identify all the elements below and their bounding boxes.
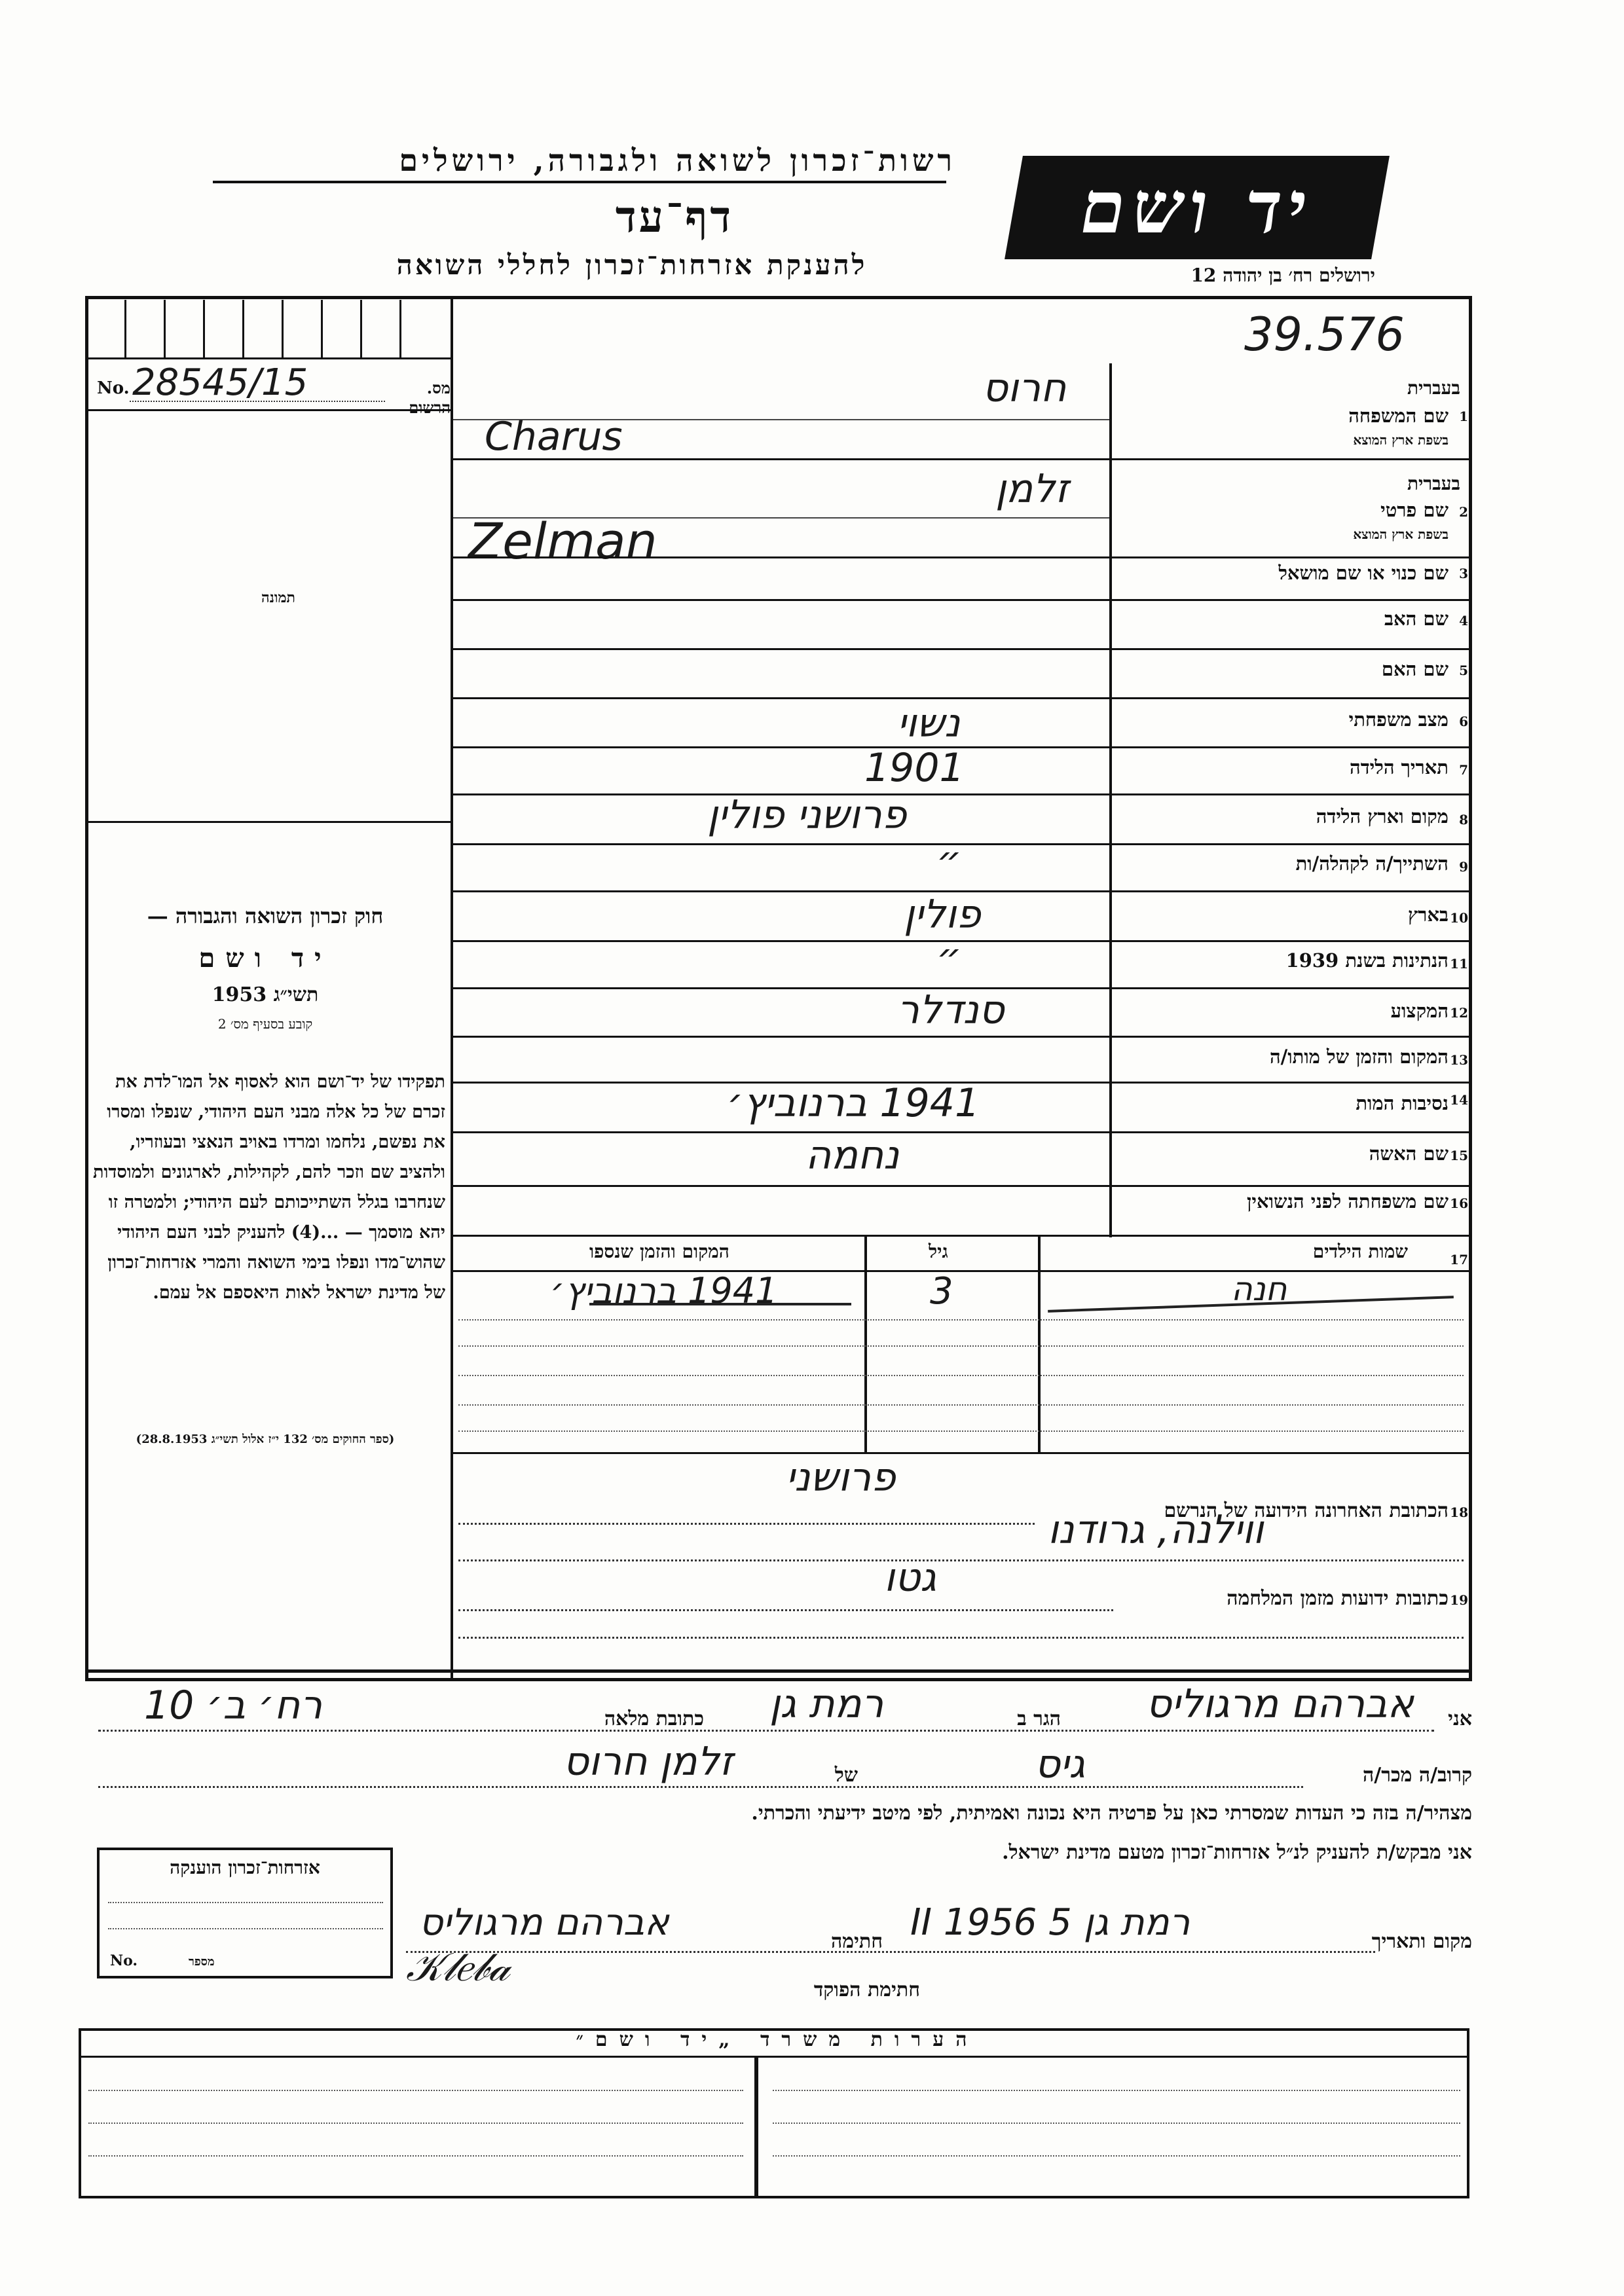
law-name: יד ושם — [198, 943, 332, 974]
place-date-value: רמת גן 5 II 1956 — [910, 1901, 1190, 1944]
dotted-line — [458, 1609, 1113, 1611]
dotted-line — [458, 1404, 1464, 1406]
community-value: ״ — [936, 838, 962, 884]
children-col-names: שמות הילדים — [1312, 1241, 1408, 1262]
registration-label: מס. הרשום — [409, 378, 451, 417]
registration-prefix: No. — [97, 378, 130, 398]
birth-place-value: פרושני פולין — [707, 792, 907, 838]
yad-vashem-logo — [1005, 156, 1390, 259]
dotted-line — [458, 1375, 1464, 1376]
children-divider — [864, 1236, 867, 1452]
field-number: 14 — [1450, 1092, 1468, 1108]
dotted-line — [108, 1928, 383, 1929]
place-date-label: מקום ותאריך — [1371, 1930, 1472, 1953]
field-number: 12 — [1450, 1005, 1468, 1021]
wartime-address-value: גטו — [884, 1555, 936, 1601]
field-number: 11 — [1450, 956, 1468, 972]
dotted-line — [88, 2123, 743, 2124]
row-line — [453, 1036, 1472, 1038]
law-title: חוק זכרון השואה והגבורה — — [147, 903, 384, 928]
form-title: דף־עד — [615, 191, 734, 242]
field-label-alias: שם כנוי או שם מושאל — [1278, 562, 1449, 584]
strikethrough — [589, 1303, 851, 1305]
logo-text: יד ושם — [1073, 165, 1321, 249]
photo-top-rule — [85, 409, 451, 411]
field-label-death-place: המקום והזמן של מותו/ה — [1269, 1046, 1449, 1068]
last-address-value-2: ווילנה, גרודנו — [1048, 1507, 1264, 1553]
code-box — [399, 300, 401, 357]
row-line — [453, 1452, 1472, 1454]
field-number: 5 — [1459, 663, 1468, 678]
field-label-father: שם האב — [1384, 608, 1449, 630]
declarant-prefix: אני — [1448, 1707, 1472, 1730]
birth-date-value: 1901 — [864, 745, 965, 791]
first-name-origin: Zelman — [468, 512, 657, 570]
hebrew-sublabel: בעברית — [1407, 377, 1460, 399]
registration-underline — [130, 401, 385, 402]
field-label-community: השתייך/ה לקהלה/ות — [1295, 852, 1449, 875]
dotted-line — [773, 2155, 1460, 2157]
field-number: 9 — [1459, 859, 1468, 875]
children-divider — [1038, 1236, 1041, 1452]
dotted-line — [98, 1730, 1434, 1732]
relation-value: גיס — [1035, 1741, 1086, 1787]
law-reference: (ספר החוקים מס׳ 132 י״ז אלול תשי״ג 28.8.1953) — [136, 1432, 395, 1446]
boxes-rule — [85, 357, 451, 359]
registration-number: 28545/15 — [132, 361, 308, 404]
dotted-line — [458, 1319, 1464, 1321]
field-label-first-name: שם פרטי — [1380, 499, 1449, 521]
field-label-birth-date: תאריך הלידה — [1350, 756, 1449, 778]
declarant-signature: אברהם מרגוליס — [419, 1901, 669, 1944]
field-number: 1 — [1459, 409, 1468, 424]
row-line — [453, 793, 1472, 795]
dotted-line — [98, 1786, 1303, 1788]
full-address-label: כתובת מלאה — [604, 1707, 704, 1730]
dotted-line — [458, 1345, 1464, 1347]
row-line — [453, 556, 1472, 558]
row-line — [453, 1185, 1472, 1187]
law-body: תפקידו של יד־ושם הוא לאסוף אל המו־לדת את זכרם של כל אלה מבני העם היהודי, שנפלו ומסרו את נפשם, נלחמו ומרדו באויב הנאצי ובעוזריו, ולהציב שם וזכר להם, לקהילות, לארגונים ולמוסדות שנחרבו בגלל השתייכותם לעם היהודי; ולמטרה זו יהא מוסמך — ...(4) להעניק לבני העם היהודי שהוש־מדו ונפלו בימי השואה והמרי אזרחות־זכרון של מדינת ישראל לאות היאספם אל עמם. — [93, 1072, 445, 1303]
field-number: 19 — [1450, 1592, 1468, 1608]
field-number: 18 — [1450, 1504, 1468, 1520]
code-box — [203, 300, 205, 357]
field-number: 17 — [1450, 1252, 1468, 1267]
organization-title: רשות־זכרון לשואה ולגבורה, ירושלים — [399, 143, 956, 178]
dotted-line — [773, 2090, 1460, 2091]
child-age: 3 — [930, 1270, 953, 1313]
origin-sublabel: בשפת ארץ המוצא — [1353, 526, 1449, 542]
surname-hebrew: חרוס — [982, 365, 1067, 411]
field-number: 4 — [1459, 613, 1468, 629]
field-label-death-circumstances: נסיבות המות — [1356, 1092, 1449, 1114]
field-number: 10 — [1450, 910, 1468, 926]
section-rule — [85, 1669, 1472, 1673]
dotted-line — [458, 1523, 1035, 1525]
marital-status-value: נשוי — [897, 701, 961, 746]
hebrew-sublabel: בעברית — [1407, 473, 1460, 494]
remarks-divider — [754, 2056, 758, 2198]
official-signature-label: חתימת הפוקד — [813, 1978, 920, 2001]
field-label-profession: המקצוע — [1390, 1000, 1449, 1022]
dotted-line — [108, 1902, 383, 1903]
field-number: 2 — [1459, 504, 1468, 520]
declaration-statement: מצהיר/ה בזה כי העדות שמסרתי כאן על פרטיה היא נכונה ואמיתית, לפי מיטב ידיעתי והכרתי. — [751, 1802, 1472, 1825]
child-death-place: 1941 ברנוביץ׳ — [550, 1270, 778, 1311]
certificate-title: אזרחות־זכרון הוענקה — [170, 1857, 320, 1878]
victim-name: זלמן חרוס — [563, 1739, 733, 1785]
declarant-name: אברהם מרגוליס — [1146, 1681, 1414, 1727]
remarks-title: הערות משרד „יד ושם״ — [576, 2028, 979, 2051]
declarant-city: רמת גן — [769, 1681, 884, 1727]
row-line — [453, 599, 1472, 601]
field-label-birth-place: מקום וארץ הלידה — [1316, 805, 1449, 828]
remarks-rule — [79, 2056, 1469, 2058]
row-line — [453, 1235, 1472, 1237]
field-label-wife-name: שם האשה — [1369, 1142, 1449, 1165]
law-section: קובע בסעיף מס׳ 2 — [217, 1016, 313, 1032]
row-line — [453, 648, 1472, 650]
children-col-place: המקום והזמן שנספו — [589, 1241, 729, 1262]
field-number: 3 — [1459, 566, 1468, 581]
code-box — [321, 300, 323, 357]
children-col-age: גיל — [929, 1241, 948, 1262]
form-subtitle: להענקת אזרחות־זכרון לחללי השואה — [396, 249, 868, 281]
declarant-address: רח׳ ב׳ 10 — [144, 1683, 323, 1728]
code-box — [242, 300, 244, 357]
remarks-frame — [79, 2028, 1469, 2198]
last-address-label: הכתובת האחרונה הידועה של הנרשם — [1164, 1499, 1449, 1522]
dotted-line — [88, 2090, 743, 2091]
title-underline — [213, 181, 946, 183]
last-address-value: פרושני — [786, 1455, 896, 1501]
field-number: 13 — [1450, 1052, 1468, 1068]
law-year: תשי״ג 1953 — [212, 983, 319, 1006]
dotted-line — [458, 1637, 1464, 1639]
dotted-line — [773, 2123, 1460, 2124]
certificate-no-hebrew: מספר — [189, 1955, 215, 1969]
dotted-line — [406, 1951, 1375, 1953]
child-name: חנה — [1231, 1270, 1287, 1308]
label-divider — [1109, 363, 1112, 1237]
field-label-marital-status: מצב משפחתי — [1348, 708, 1449, 731]
relation-prefix: קרוב/ה מכר/ה — [1363, 1764, 1472, 1787]
code-box — [282, 300, 284, 357]
field-number: 15 — [1450, 1148, 1468, 1163]
wartime-address-label: כתובות ידועות מזמן המלחמה — [1227, 1587, 1449, 1610]
death-circumstances-value: 1941 ברנוביץ׳ — [727, 1080, 980, 1126]
photo-label: תמונה — [261, 589, 295, 606]
field-label-mother: שם האם — [1381, 658, 1449, 680]
field-label-citizenship: הנתינות בשנת 1939 — [1285, 949, 1449, 972]
citizenship-value: ״ — [936, 935, 962, 981]
row-line — [453, 843, 1472, 845]
photo-bottom-rule — [85, 821, 451, 823]
row-line — [453, 458, 1472, 460]
file-number: 39.576 — [1244, 308, 1405, 361]
dotted-line — [458, 1430, 1464, 1432]
row-line — [453, 1131, 1472, 1133]
wife-name-value: נחמה — [805, 1133, 900, 1178]
residing-label: הגר ב — [1017, 1707, 1061, 1730]
field-number: 8 — [1459, 812, 1468, 828]
signature-label: חתימה — [831, 1930, 883, 1953]
origin-sublabel: בשפת ארץ המוצא — [1353, 432, 1449, 448]
official-signature: 𝒦𝓁𝑒𝒷𝒶 — [406, 1944, 510, 1990]
row-line — [453, 697, 1472, 699]
field-number: 7 — [1459, 762, 1468, 778]
code-box — [164, 300, 166, 357]
field-label-wife-maiden-name: שם משפחתה לפני הנשואין — [1247, 1190, 1449, 1212]
dotted-line — [458, 1559, 1464, 1561]
first-name-hebrew: זלמן — [995, 466, 1069, 512]
surname-origin: Charus — [485, 414, 623, 460]
certificate-no-label: No. — [110, 1952, 138, 1969]
code-box — [360, 300, 362, 357]
code-box — [124, 300, 126, 357]
field-number: 6 — [1459, 714, 1468, 729]
of-label: של — [834, 1764, 858, 1787]
field-label-surname: שם המשפחה — [1348, 405, 1449, 427]
profession-value: סנדלר — [897, 987, 1005, 1033]
field-label-country: בארץ — [1408, 903, 1449, 926]
citizenship-request: אני מבקש/ת להעניק לנ״ל אזרחות־זכרון מטעם מדינת ישראל. — [1002, 1841, 1472, 1864]
logo-address: ירושלים רח׳ בן יהודה 12 — [1190, 264, 1375, 286]
row-line — [453, 940, 1472, 942]
dotted-line — [88, 2155, 743, 2157]
country-value: פולין — [904, 892, 981, 938]
field-number: 16 — [1450, 1195, 1468, 1211]
